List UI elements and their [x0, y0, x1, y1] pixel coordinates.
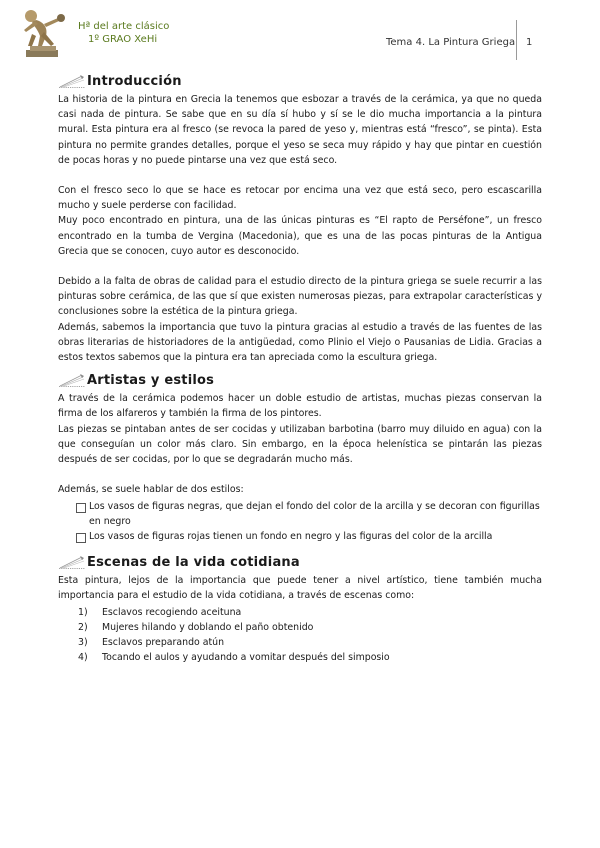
list-item-text: Esclavos preparando atún: [102, 637, 225, 649]
paragraph: Con el fresco seco lo que se hace es retocar por encima una vez que está seco, pero escascarilla mucho y suele perderse con facilidad.: [58, 185, 542, 212]
paragraph: A través de la cerámica podemos hacer un doble estudio de artistas, muchas piezas conservan la firma de los alfareros y también la firma de los pintores.: [58, 393, 542, 420]
pen-decoration-icon: [58, 554, 86, 570]
list-item: [58, 650, 542, 665]
document-body: [58, 70, 542, 665]
page-number: 1: [526, 37, 533, 48]
list-number: 1): [78, 606, 88, 618]
list-item-text: Tocando el aulos y ayudando a vomitar después del simposio: [102, 652, 390, 664]
pen-decoration-icon: [58, 73, 86, 89]
paragraph: Además, se suele hablar de dos estilos:: [58, 484, 244, 496]
list-item: [76, 500, 542, 529]
list-number: 4): [78, 652, 88, 664]
list-item-text: Los vasos de figuras rojas tienen un fondo en negro y las figuras del color de la arcilla: [89, 530, 493, 542]
course-info: [78, 20, 169, 46]
list-number: 2): [78, 621, 88, 633]
topic-title: Tema 4. La Pintura Griega: [386, 37, 516, 48]
paragraph: Además, sabemos la importancia que tuvo la pintura gracias al estudio a través de las fuentes de las obras literarias de historiadores de la antigüedad, como Plinio el Viejo o Pausanias de Lidia. Gracias a estos textos sabemos que la pintura era tan apreciada como la escultura griega.: [58, 321, 542, 364]
discobolus-logo: [18, 6, 68, 58]
section-title: Artistas y estilos: [87, 372, 215, 388]
section-title: Introducción: [87, 73, 182, 89]
section-heading-introduccion: [58, 70, 542, 92]
styles-list: [58, 500, 542, 544]
checkbox-bullet-icon: [76, 503, 86, 513]
section-heading-escenas: [58, 551, 542, 573]
list-item-text: Mujeres hilando y doblando el paño obtenido: [102, 621, 314, 633]
paragraph: Muy poco encontrado en pintura, una de las únicas pinturas es “El rapto de Perséfone”, un fresco encontrado en la tumba de Vergina (Macedonia), que es una de las pocas pinturas de la Antigua Grecia que se conocen, cuyo autor es desconocido.: [58, 215, 542, 257]
paragraph: Esta pintura, lejos de la importancia que puede tener a nivel artístico, tiene también mucha importancia para el estudio de la vida cotidiana, a través de escenas como:: [58, 575, 542, 602]
scenes-list: [58, 605, 542, 666]
pen-decoration-icon: [58, 372, 86, 388]
list-number: 3): [78, 637, 88, 649]
section-heading-artistas: [58, 369, 542, 391]
course-name: Hª del arte clásico: [78, 21, 170, 32]
paragraph: Debido a la falta de obras de calidad para el estudio directo de la pintura griega se suele recurrir a las pinturas sobre cerámica, de las que sí que existen numerosas piezas, para extrapolar características y conclusiones sobre la estética de la pintura griega.: [58, 276, 542, 318]
list-item: [76, 530, 542, 545]
list-item: [58, 605, 542, 620]
course-grade: 1º GRAO XeHi: [88, 34, 158, 45]
section-title: Escenas de la vida cotidiana: [87, 554, 300, 570]
list-item-text: Los vasos de figuras negras, que dejan el fondo del color de la arcilla y se decoran con figurillas en negro: [89, 501, 540, 528]
paragraph: La historia de la pintura en Grecia la tenemos que esbozar a través de la cerámica, ya que no queda casi nada de pintura. Se sabe que en su día sí hubo y sí se le dio mucha importancia a la pintura mural. Esta pintura era al fresco (se revoca la pared de yeso y, mientras está “fresco”, se pinta). Esta pintura no permite grandes detalles, porque el yeso se seca muy rápido y hay que pintar en cuestión de pocas horas y no puede pintarse una vez que está seco.: [58, 94, 542, 166]
paragraph: Las piezas se pintaban antes de ser cocidas y utilizaban barbotina (barro muy diluido en agua) con la que conseguían un color más claro. Sin embargo, en la época helenística se pintarán las piezas después de ser cocidas, por lo que se degradarán mucho más.: [58, 423, 542, 466]
header-divider: [516, 20, 517, 60]
checkbox-bullet-icon: [76, 533, 86, 543]
list-item: [58, 635, 542, 650]
list-item-text: Esclavos recogiendo aceituna: [102, 606, 242, 618]
list-item: [58, 620, 542, 635]
